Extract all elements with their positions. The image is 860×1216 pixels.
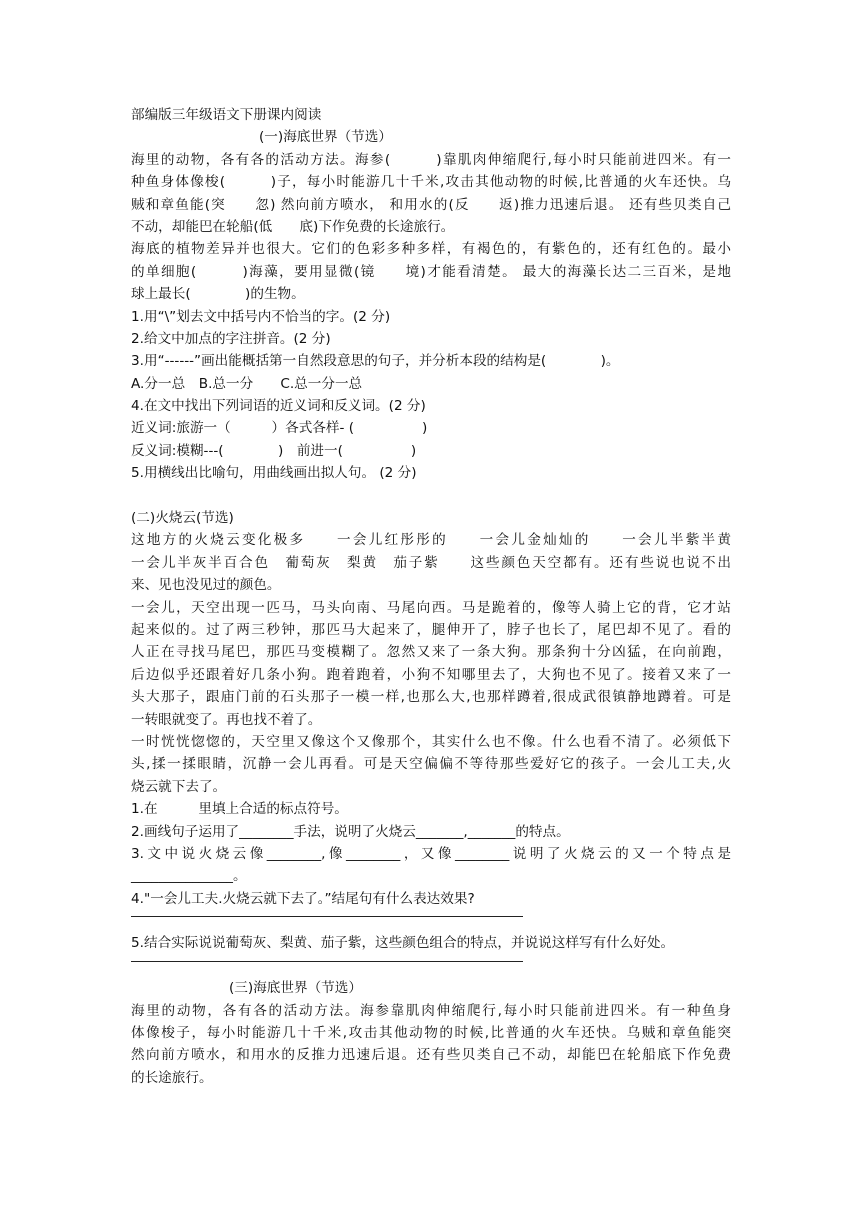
s1-p2-line: 的单细胞( )海藻，要用显微(镜 境)才能看清楚。 最大的海藻长达二三百米，是地 — [131, 263, 731, 280]
s1-question-2: 2.给文中加点的字注拼音。(2 分) — [131, 330, 331, 347]
s2-question-1: 1.在 里填上合适的标点符号。 — [131, 801, 348, 818]
s2-p2-line: 头大那子，跟庙门前的石头那子一模一样,也那么大,也那样蹲着,很成武很镇静地蹲着。可是 — [131, 689, 731, 706]
s2-p2-line: 起来似的。过了两三秒钟，那匹马大起来了，腿伸开了，脖子也长了，尾巴却不见了。看的 — [131, 621, 731, 638]
s1-p1-line: 不动，却能巴在轮船(低 底)下作免费的长途旅行。 — [131, 218, 455, 235]
s1-p1-line: 海里的动物，各有各的活动方法。海参( )靠肌肉伸缩爬行,每小时只能前进四米。有一 — [131, 151, 731, 168]
s2-p1-line: 这地方的火烧云变化极多 一会儿红彤彤的 一会儿金灿灿的 一会儿半紫半黄 — [131, 532, 731, 549]
s1-p2-line: 球上最长( )的生物。 — [131, 286, 305, 303]
s1-p1-line: 种鱼身体像梭( )子，每小时能游几十千米,攻击其他动物的时候,比普通的火车还快。乌 — [131, 174, 731, 191]
s2-p3-line: 头,揉一揉眼睛，沉静一会儿再看。可是天空偏偏不等待那些爱好它的孩子。一会儿工夫,火 — [131, 756, 731, 773]
s1-question-4-antonyms: 反义词:模糊---( ) 前进一( ) — [131, 442, 417, 459]
s3-p1-line: 的长途旅行。 — [131, 1069, 213, 1086]
s2-p2-line: 一转眼就变了。再也找不着了。 — [131, 711, 322, 728]
s2-p3-line: 烧云就下去了。 — [131, 778, 227, 795]
section-3-heading: (三)海底世界（节选） — [229, 980, 362, 997]
s3-p1-line: 海里的动物，各有各的活动方法。海参靠肌肉伸缩爬行,每小时只能前进四米。有一种鱼身 — [131, 1002, 731, 1019]
blank-line — [131, 485, 731, 507]
section-2-heading: (二)火烧云(节选) — [131, 510, 234, 527]
s3-p1-line: 然向前方喷水，和用水的反推力迅速后退。还有些贝类自己不动，却能巴在轮船底下作免费 — [131, 1047, 731, 1064]
s2-p3-line: 一时恍恍惚惚的，天空里又像这个又像那个，其实什么也不像。什么也看不清了。必须低下 — [131, 733, 731, 750]
document-page — [131, 104, 731, 1089]
s2-question-2: 2.画线句子运用了________手法，说明了火烧云_______,_______的特点。 — [131, 823, 570, 840]
s2-question-3-answer-blank: _______________。 — [131, 868, 247, 885]
s1-p1-line: 贼和章鱼能(突 忽) 然向前方喷水， 和用水的(反 返)推力迅速后退。 还有些贝类自己 — [131, 196, 731, 213]
s3-p1-line: 体像梭子，每小时能游几十千米,攻击其他动物的时候,比普通的火车还快。乌贼和章鱼能突 — [131, 1025, 731, 1042]
section-1-heading: (一)海底世界（节选） — [259, 129, 392, 146]
s2-question-3: 3.文中说火烧云像________,像________，又像________说明了火烧云的又一个特点是 — [131, 845, 731, 862]
document-title: 部编版三年级语文下册课内阅读 — [131, 107, 322, 123]
s1-p2-line: 海底的植物差异并也很大。它们的色彩多种多样，有褐色的，有紫色的，还有红色的。最小 — [131, 241, 731, 258]
s2-p1-line: 来、见也没见过的颜色。 — [131, 577, 281, 594]
s1-question-4: 4.在文中找出下列词语的近义词和反义词。(2 分) — [131, 398, 426, 415]
s1-question-3: 3.用“------”画出能概括第一自然段意思的句子，并分析本段的结构是( )。 — [131, 353, 620, 370]
s2-p2-line: 一会儿，天空出现一匹马，马头向南、马尾向西。马是跪着的，像等人骑上它的背，它才站 — [131, 599, 731, 616]
s1-question-4-synonyms: 近义词:旅游一（ ）各式各样- ( ) — [131, 420, 428, 437]
s1-question-3-options: A.分一总 B.总一分 C.总一分一总 — [131, 375, 363, 392]
s2-question-5: 5.结合实际说说葡萄灰、梨黄、茄子紫，这些颜色组合的特点，并说说这样写有什么好处。 — [131, 935, 675, 952]
s1-question-1: 1.用“\”划去文中括号内不恰当的字。(2 分) — [131, 308, 391, 325]
answer-line — [131, 910, 731, 932]
s2-p1-line: 一会儿半灰半百合色 葡萄灰 梨黄 茄子紫 这些颜色天空都有。还有些说也说不出 — [131, 554, 731, 571]
s2-p2-line: 后边似乎还跟着好几条小狗。跑着跑着，小狗不知哪里去了，大狗也不见了。接着又来了一 — [131, 666, 731, 683]
s2-p2-line: 人正在寻找马尾巴，那匹马变模糊了。忽然又来了一条大狗。那条狗十分凶猛，在向前跑， — [131, 644, 731, 661]
answer-line — [131, 955, 731, 977]
s1-question-5: 5.用横线出比喻句，用曲线画出拟人句。 (2 分) — [131, 465, 417, 482]
s2-question-4: 4."一会儿工夫.火烧云就下去了。”结尾句有什么表达效果? — [131, 890, 475, 907]
